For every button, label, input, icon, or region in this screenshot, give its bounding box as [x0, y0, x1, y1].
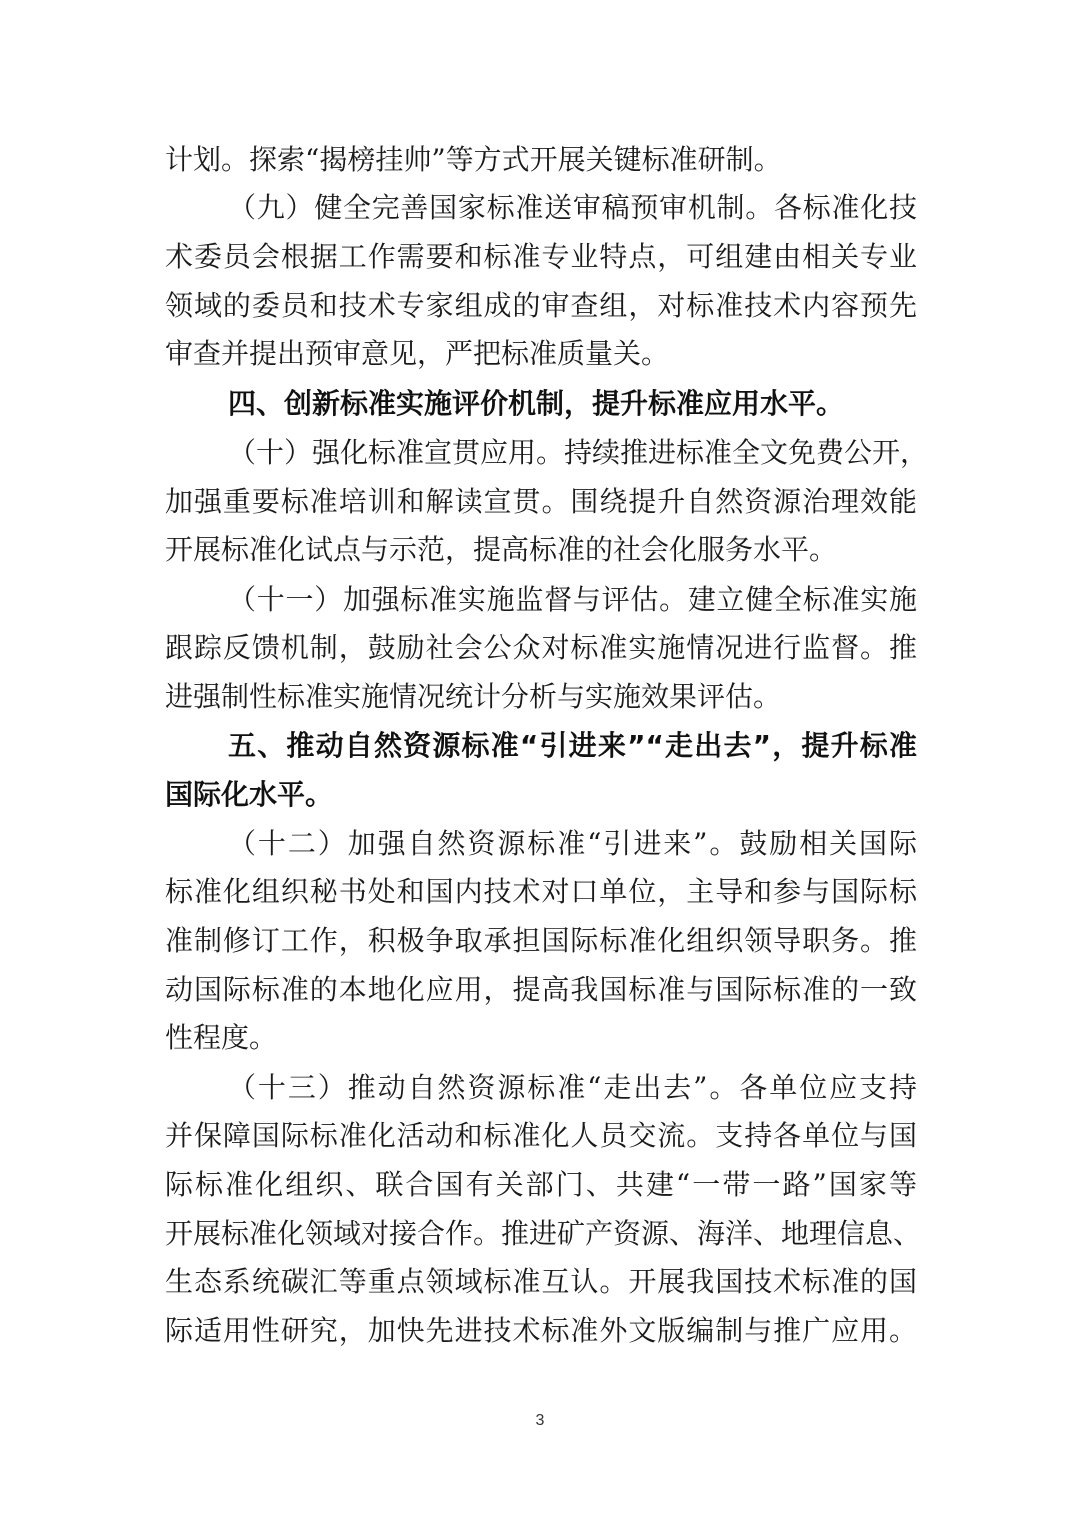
paragraph-line: 生态系统碳汇等重点领域标准互认。开展我国技术标准的国 — [165, 1265, 917, 1298]
paragraph-line: 标准化组织秘书处和国内技术对口单位，主导和参与国际标 — [165, 875, 917, 908]
paragraph-line: 际标准化组织、联合国有关部门、共建“一带一路”国家等 — [165, 1168, 917, 1201]
paragraph-line: （十一）加强标准实施监督与评估。建立健全标准实施 — [228, 583, 917, 616]
paragraph-line: 术委员会根据工作需要和标准专业特点，可组建由相关专业 — [165, 240, 917, 273]
section-heading: 国际化水平。 — [165, 778, 334, 811]
paragraph-line: 进强制性标准实施情况统计分析与实施效果评估。 — [165, 680, 782, 713]
paragraph-line: （十）强化标准宣贯应用。持续推进标准全文免费公开， — [228, 436, 929, 469]
paragraph-line: 性程度。 — [165, 1021, 278, 1054]
paragraph-line: 计划。探索“揭榜挂帅”等方式开展关键标准研制。 — [165, 143, 782, 176]
paragraph-line: 加强重要标准培训和解读宣贯。围绕提升自然资源治理效能 — [165, 485, 917, 518]
paragraph-line: 审查并提出预审意见，严把标准质量关。 — [165, 337, 670, 370]
paragraph-line: 领域的委员和技术专家组成的审查组，对标准技术内容预先 — [165, 289, 917, 322]
paragraph-line: （十三）推动自然资源标准“走出去”。各单位应支持 — [228, 1071, 917, 1104]
paragraph-line: 开展标准化试点与示范，提高标准的社会化服务水平。 — [165, 533, 838, 566]
paragraph-line: 跟踪反馈机制，鼓励社会公众对标准实施情况进行监督。推 — [165, 631, 917, 664]
paragraph-line: 开展标准化领域对接合作。推进矿产资源、海洋、地理信息、 — [165, 1217, 922, 1250]
paragraph-line: 动国际标准的本地化应用，提高我国标准与国际标准的一致 — [165, 973, 917, 1006]
paragraph-line: 准制修订工作，积极争取承担国际标准化组织领导职务。推 — [165, 924, 917, 957]
paragraph-line: （十二）加强自然资源标准“引进来”。鼓励相关国际 — [228, 827, 917, 860]
section-heading: 五、推动自然资源标准“引进来”“走出去”，提升标准 — [228, 729, 917, 762]
paragraph-line: 际适用性研究，加快先进技术标准外文版编制与推广应用。 — [165, 1314, 917, 1347]
paragraph-line: 并保障国际标准化活动和标准化人员交流。支持各单位与国 — [165, 1119, 917, 1152]
page-number: 3 — [535, 1412, 545, 1429]
paragraph-line: （九）健全完善国家标准送审稿预审机制。各标准化技 — [228, 191, 917, 224]
section-heading: 四、创新标准实施评价机制，提升标准应用水平。 — [228, 387, 845, 420]
